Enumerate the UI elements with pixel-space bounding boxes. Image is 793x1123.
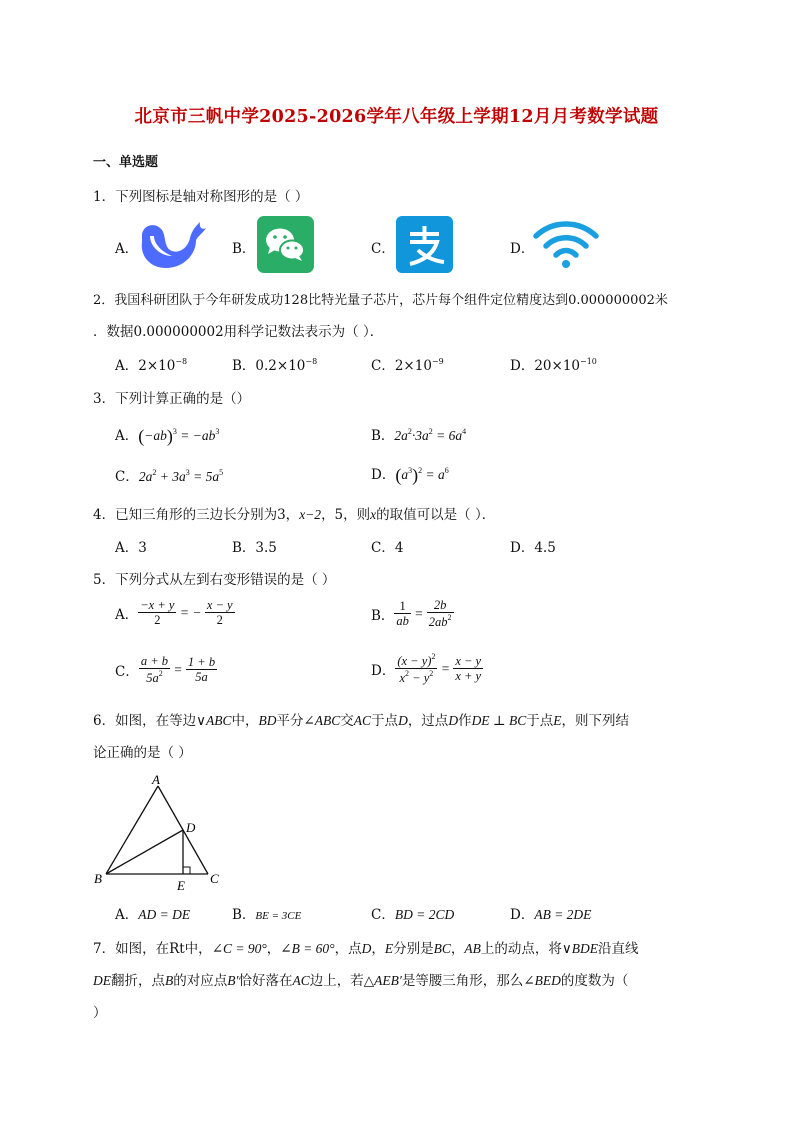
q6-option-c: C．BD = 2CD xyxy=(371,907,455,923)
triangle-figure xyxy=(90,770,230,896)
q1-option-b-label: B． xyxy=(232,241,256,257)
question-6-line-2: 论正确的是（ ） xyxy=(93,745,192,761)
q6-option-a: A．AD = DE xyxy=(115,907,191,923)
q1-option-a-label: A． xyxy=(115,241,139,257)
q4-option-b: B．3.5 xyxy=(232,540,277,556)
right-angle-mark xyxy=(183,867,190,874)
q4-option-c: C．4 xyxy=(371,540,404,556)
q5-option-c: C． $\frac{a + b}{5a^2}$ = $\frac{1 + b}{5a}$ xyxy=(115,654,216,686)
q3-option-d: D．$(a^3)^2 = a^6$ xyxy=(371,465,449,485)
question-5-stem: 5．下列分式从左到右变形错误的是（ ） xyxy=(93,572,336,588)
q4-option-d: D．4.5 xyxy=(510,540,556,556)
q2-option-b: B．$0.2\times 10^{-8}$ xyxy=(232,357,318,374)
segment-bd xyxy=(106,830,183,874)
wifi-icon xyxy=(533,220,599,274)
page-title: 北京市三帆中学2025-2026学年八年级上学期12月月考数学试题 xyxy=(134,107,659,127)
q5-option-d: D． $\frac{(x - y)^2}{x^2 - y^2}$ = $\frac{x - y}{x + y}$ xyxy=(371,652,482,686)
label-e: E xyxy=(177,878,185,892)
question-4-stem: 4．已知三角形的三边长分别为3，x−2，5，则x的取值可以是（ ）． xyxy=(93,507,496,523)
q4-option-a: A．3 xyxy=(115,540,147,556)
label-c: C xyxy=(210,871,219,886)
question-7-line-1: 7．如图，在Rt中，∠C = 90°，∠B = 60°，点D，E分别是BC，AB上的动点，将∨BDE沿直线 xyxy=(93,941,639,957)
q3-option-c: C．$2a^2 + 3a^3 = 5a^5$ xyxy=(115,468,224,485)
question-2-line-1: 2．我国科研团队于今年研发成功128比特光量子芯片，芯片每个组件定位精度达到0.000000002米 xyxy=(93,293,668,308)
q3-option-a: A．$(-ab)^3 = -ab^3$ xyxy=(115,426,220,446)
q2-option-d: D．$20\times 10^{-10}$ xyxy=(510,357,597,374)
q3-option-b: B．$2a^2\cdot 3a^2 = 6a^4$ xyxy=(371,427,467,444)
q2-option-a: A．$2\times 10^{-8}$ xyxy=(115,357,188,374)
label-b: B xyxy=(94,871,102,886)
question-7-line-3: ） xyxy=(93,1005,107,1021)
q1-option-d-label: D． xyxy=(510,241,535,257)
wechat-icon xyxy=(257,216,314,277)
label-d: D xyxy=(186,820,196,835)
question-7-line-2: DE翻折，点B的对应点B′恰好落在AC边上，若△AEB′是等腰三角形，那么∠BED的度数为（ xyxy=(93,973,629,989)
label-a: A xyxy=(152,772,160,787)
q6-option-d: D．AB = 2DE xyxy=(510,907,592,923)
question-2-line-2: ．数据0.000000002用科学记数法表示为（ ）． xyxy=(93,324,384,340)
q6-option-b: B．BE = 3CE xyxy=(232,907,302,923)
whale-icon xyxy=(136,216,210,276)
q5-option-a: A． $\frac{-x + y}{2}$ = − $\frac{x - y}{2}$ xyxy=(115,598,233,628)
question-6-line-1: 6．如图，在等边∨ABC中，BD平分∠ABC交AC于点D，过点D作DE ⊥ BC于点E，则下列结 xyxy=(93,713,630,729)
section-heading: 一、单选题 xyxy=(93,155,159,170)
alipay-icon xyxy=(396,216,453,277)
side-ab xyxy=(106,786,158,874)
question-3-stem: 3．下列计算正确的是（） xyxy=(93,391,251,407)
question-1-stem: 1．下列图标是轴对称图形的是（ ） xyxy=(93,189,309,205)
q5-option-b: B． $\frac{1}{ab}$ = $\frac{2b}{2ab^2}$ xyxy=(371,598,452,630)
q2-option-c: C．$2\times 10^{-9}$ xyxy=(371,357,444,374)
q1-option-c-label: C． xyxy=(371,241,395,257)
